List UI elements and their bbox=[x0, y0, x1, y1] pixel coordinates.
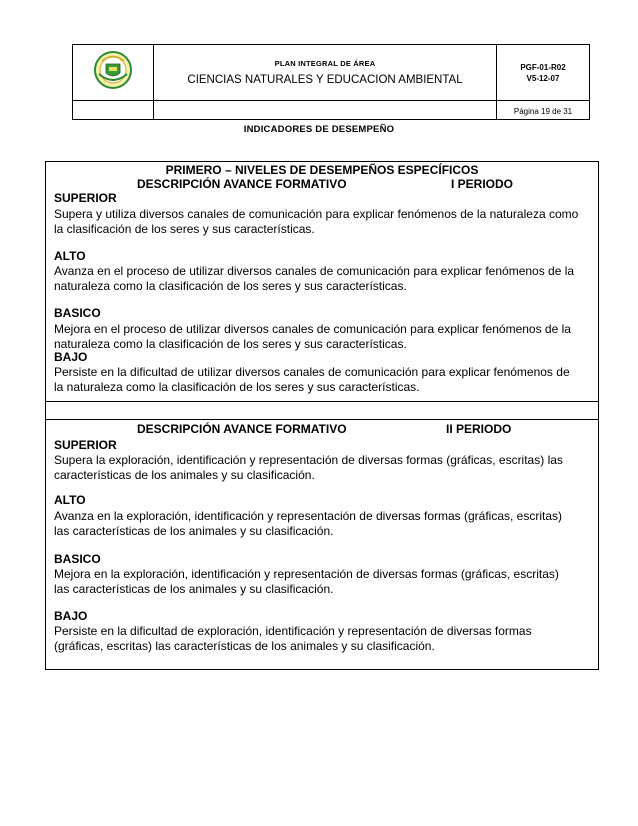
section-title: INDICADORES DE DESEMPEÑO bbox=[243, 124, 395, 135]
period2-superior-line1: Supera la exploración, identificación y representación de diversas formas (gráficas, escritas) las bbox=[54, 453, 563, 467]
period1-description-label: DESCRIPCIÓN AVANCE FORMATIVO bbox=[137, 177, 347, 191]
divider-2 bbox=[46, 419, 598, 420]
period1-bajo-line1: Persiste en la dificultad de utilizar diversos canales de comunicación para explicar fenómenos de bbox=[54, 365, 570, 379]
period1-bajo-title: BAJO bbox=[54, 350, 88, 364]
period2-alto-title: ALTO bbox=[54, 493, 86, 507]
header-title-cell bbox=[154, 45, 497, 101]
period2-basico-line2: las características de los animales y su clasificación. bbox=[54, 582, 334, 596]
period1-alto-title: ALTO bbox=[54, 249, 86, 263]
period2-alto-line1: Avanza en la exploración, identificación y representación de diversas formas (gráficas, escritas) bbox=[54, 509, 563, 523]
period1-basico-title: BASICO bbox=[54, 306, 101, 320]
level-heading: PRIMERO – NIVELES DE DESEMPEÑOS ESPECÍFICOS bbox=[165, 163, 479, 177]
indicators-table bbox=[45, 161, 599, 670]
period2-description-label: DESCRIPCIÓN AVANCE FORMATIVO bbox=[137, 422, 347, 436]
header-subtitle: PLAN INTEGRAL DE ÁREA bbox=[274, 59, 376, 68]
document-header bbox=[72, 44, 590, 120]
period1-basico-line2: naturaleza como la clasificación de los seres y sus características. bbox=[54, 337, 407, 351]
divider-1 bbox=[46, 401, 598, 402]
period1-alto-line2: naturaleza como la clasificación de los seres y sus características. bbox=[54, 279, 407, 293]
period1-label: I PERIODO bbox=[451, 177, 514, 191]
period1-superior-line2: la clasificación de los seres y sus características. bbox=[54, 222, 315, 236]
period2-bajo-title: BAJO bbox=[54, 609, 88, 623]
header-title: CIENCIAS NATURALES Y EDUCACION AMBIENTAL bbox=[187, 74, 463, 86]
logo-cell bbox=[73, 45, 154, 101]
school-crest-icon bbox=[93, 50, 133, 90]
period2-bajo-line2: (gráficas, escritas) las características de los animales y su clasificación. bbox=[54, 639, 435, 653]
period2-basico-line1: Mejora en la exploración, identificación y representación de diversas formas (gráficas, escritas) bbox=[54, 567, 559, 581]
page-number: Página 19 de 31 bbox=[513, 107, 573, 116]
period2-superior-title: SUPERIOR bbox=[54, 438, 117, 452]
period1-basico-line1: Mejora en el proceso de utilizar diversos canales de comunicación para explicar fenómenos de la bbox=[54, 322, 571, 336]
period1-superior-line1: Supera y utiliza diversos canales de comunicación para explicar fenómenos de la naturaleza como bbox=[54, 207, 579, 221]
page-number-cell bbox=[497, 101, 590, 120]
period2-label: II PERIODO bbox=[446, 422, 512, 436]
document-code: PGF-01-R02 bbox=[520, 62, 566, 72]
period1-superior-title: SUPERIOR bbox=[54, 191, 117, 205]
period2-superior-line2: características de los animales y su clasificación. bbox=[54, 468, 315, 482]
header-code-cell bbox=[497, 45, 590, 101]
period2-basico-title: BASICO bbox=[54, 552, 101, 566]
period1-bajo-line2: la naturaleza como la clasificación de los seres y sus características. bbox=[54, 380, 420, 394]
period2-alto-line2: las características de los animales y su clasificación. bbox=[54, 524, 334, 538]
period1-alto-line1: Avanza en el proceso de utilizar diversos canales de comunicación para explicar fenómenos de la bbox=[54, 264, 575, 278]
document-version: V5-12-07 bbox=[526, 73, 560, 83]
period2-bajo-line1: Persiste en la dificultad de exploración, identificación y representación de diversas formas bbox=[54, 624, 532, 638]
